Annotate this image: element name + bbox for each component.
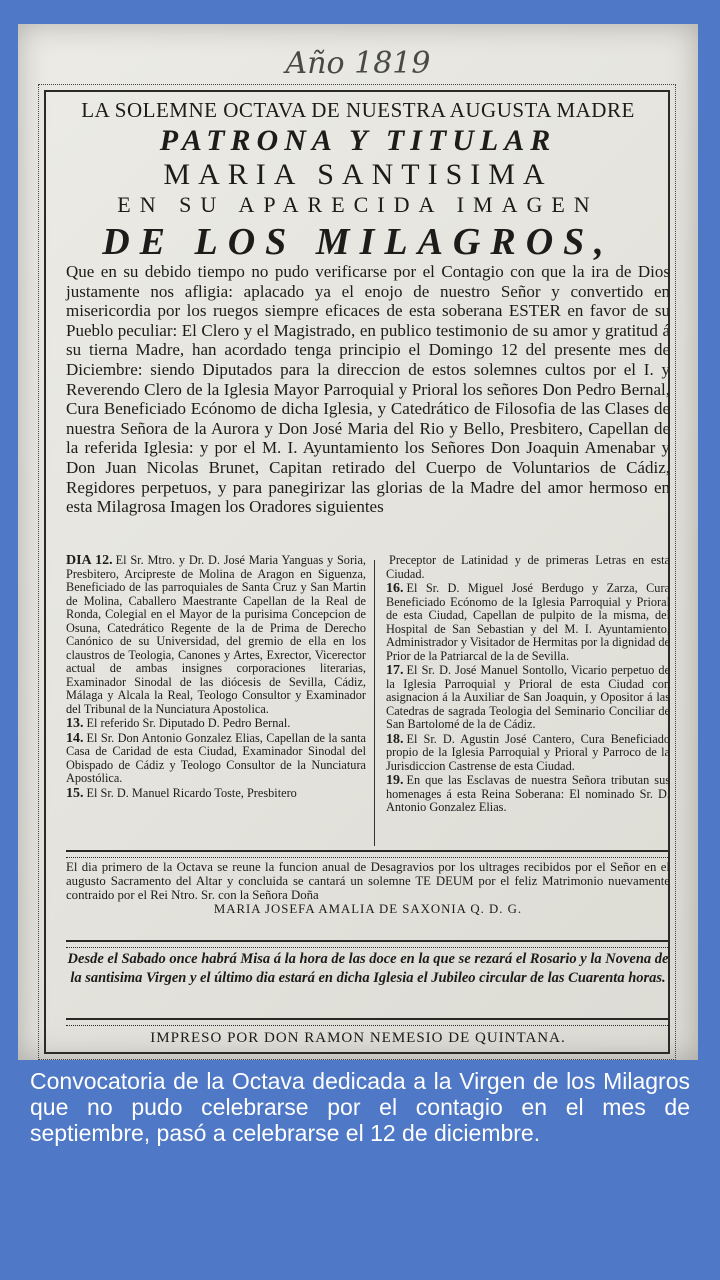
title-line-4: EN SU APARECIDA IMAGEN [117, 192, 599, 217]
preacher-text: El Sr. Don Antonio Gonzalez Elias, Capellan de la santa Casa de Caridad de esta Ciudad, Examinador Sinodal del Obispado de Cádiz y Teologo Consultor de la Nunciatura Apostólica. [66, 730, 366, 785]
ornamental-rule [66, 1018, 670, 1026]
closing-paragraph [66, 860, 670, 916]
preacher-text: El Sr. Mtro. y Dr. D. José Maria Yanguas y Soria, Presbitero, Arcipreste de Molina de Aragon en Siguenza, Beneficiado de las parroquiales de Santa Cruz y San Martin de Molina, Caballero Maestrante Capellan de la Real de Ronda, Colegial en el Mayor de la purisima Concepcion de Osuna, Catedrático Regente de la de Prima de Derecho Canónico de su Universidad, del gremio de ella en los claustros de Teologia, Canones y Artes, Exrector, Vicerector actual de ambas insignes corporaciones literarias, Examinador Sinodal de las diócesis de Sevilla, Cádiz, Málaga y Alcala la Real, Teologo Consultor y Examinador del Tribunal de la Nunciatura Apostolica. [66, 553, 366, 716]
preachers-left-column [66, 554, 366, 801]
preacher-entry [386, 582, 670, 663]
preacher-entry [66, 732, 366, 786]
intro-paragraph [66, 262, 670, 517]
preacher-entry [66, 554, 366, 716]
day-number: 15. [66, 785, 84, 801]
preacher-entry [386, 774, 670, 815]
preacher-text: En que las Esclavas de nuestra Señora tributan sus homenages á esta Reina Soberana: El nominado Sr. D. Antonio Gonzalez Elias. [386, 773, 670, 814]
day-number: DIA 12. [66, 553, 113, 568]
title-line-1: LA SOLEMNE OCTAVA DE NUESTRA AUGUSTA MADRE [81, 98, 635, 122]
ornamental-rule [66, 850, 670, 858]
day-number: 13. [66, 716, 84, 731]
handwritten-year: Año 1819 [285, 46, 431, 81]
preacher-entry [66, 787, 366, 801]
day-number: 14. [66, 730, 84, 746]
preacher-entry [386, 664, 670, 732]
title-line-2: PATRONA Y TITULAR [159, 124, 557, 157]
closing-signature: MARIA JOSEFA AMALIA DE SAXONIA Q. D. G. [213, 902, 523, 916]
day-number: 17. [386, 663, 404, 678]
day-number: 19. [386, 773, 404, 788]
preacher-text: El Sr. D. Miguel José Berdugo y Zarza, Cura Beneficiado Ecónomo de la Iglesia Parroquial y Prioral de esta Ciudad, Capellan de pulpito de la misma, del Hospital de San Sebastian y del M. I. Ayuntamiento, Administrador y Visitador de Hermitas por la dignidad de Prior de la Patriarcal de la de Sevilla. [386, 581, 670, 663]
ornamental-rule [66, 940, 670, 948]
document-photo [18, 24, 698, 1060]
preacher-text: El referido Sr. Diputado D. Pedro Bernal. [86, 716, 291, 730]
title-line-5: DE LOS MILAGROS, [102, 221, 614, 263]
caption: Convocatoria de la Octava dedicada a la Virgen de los Milagros que no pudo celebrarse por el contagio en el mes de septiembre, pasó a celebrarse el 12 de diciembre. [30, 1068, 690, 1146]
column-divider [374, 560, 375, 846]
preacher-entry [66, 717, 366, 731]
preacher-text: El Sr. D. Agustin José Cantero, Cura Beneficiado propio de la Iglesia Parroquial y Prioral y Parroco de la Jurisdiccion Castrense de esta Ciudad. [386, 731, 670, 773]
preacher-text: El Sr. D. Manuel Ricardo Toste, Presbitero [86, 785, 297, 800]
preacher-text: El Sr. D. José Manuel Sontollo, Vicario perpetuo de la Iglesia Parroquial y Prioral de esta Ciudad con asignacion á la Auxiliar de San Joaquin, y Opositor á las Catedras de sagrada Teologia del Seminario Conciliar de San Bartolomé de la de Cádiz. [386, 663, 670, 731]
title-line-3: MARIA SANTISIMA [163, 158, 553, 191]
preacher-entry [386, 733, 670, 774]
printer-credit: IMPRESO POR DON RAMON NEMESIO DE QUINTANA. [150, 1030, 566, 1046]
preacher-text: Preceptor de Latinidad y de primeras Letras en esta Ciudad. [386, 553, 670, 581]
day-number: 18. [386, 731, 404, 747]
day-number: 16. [386, 581, 404, 596]
intro-text: Que en su debido tiempo no pudo verificarse por el Contagio con que la ira de Dios justamente nos afligia: aplacado ya el enojo de nuestro Señor y convertido en misericordia por los ruegos siempre eficaces de esta soberana ESTER en favor de su Pueblo peculiar: El Clero y el Magistrado, en publico testimonio de su amor y gratitud á su tierna Madre, han acordado tenga principio el Domingo 12 del presente mes de Diciembre: siendo Diputados para la direccion de estos solemnes cultos por el I. y Reverendo Clero de la Iglesia Mayor Parroquial y Prioral los señores Don Pedro Bernal, Cura Beneficiado Ecónomo de dicha Iglesia, y Catedrático de Filosofia de las Clases de nuestra Señora de la Aurora y Don José Maria del Rio y Bello, Presbitero, Capellan de la referida Iglesia: y por el M. I. Ayuntamiento los Señores Don Joaquin Amenabar y Don Juan Nicolas Brunet, Capitan retirado del Cuerpo de Voluntarios de Cádiz, Regidores perpetuos, y para panegirizar las glorias de la Madre del amor hermoso en esta Milagrosa Imagen los Oradores siguientes [66, 262, 670, 517]
preacher-entry [386, 554, 670, 581]
mass-notice: Desde el Sabado once habrá Misa á la hora de las doce en la que se rezará el Rosario y la Novena de la santisima Virgen y el último dia estará en dicha Iglesia el Jubileo circular de las Cuarenta horas. [67, 951, 669, 986]
preachers-right-column [386, 554, 670, 816]
closing-text: El dia primero de la Octava se reune la funcion anual de Desagravios por los ultrages recibidos por el Señor en el augusto Sacramento del Altar y concluida se cantará un solemne TE DEUM por el feliz Matrimonio nuevamente contraido por el Rei Ntro. Sr. con la Señora Doña [66, 860, 670, 902]
